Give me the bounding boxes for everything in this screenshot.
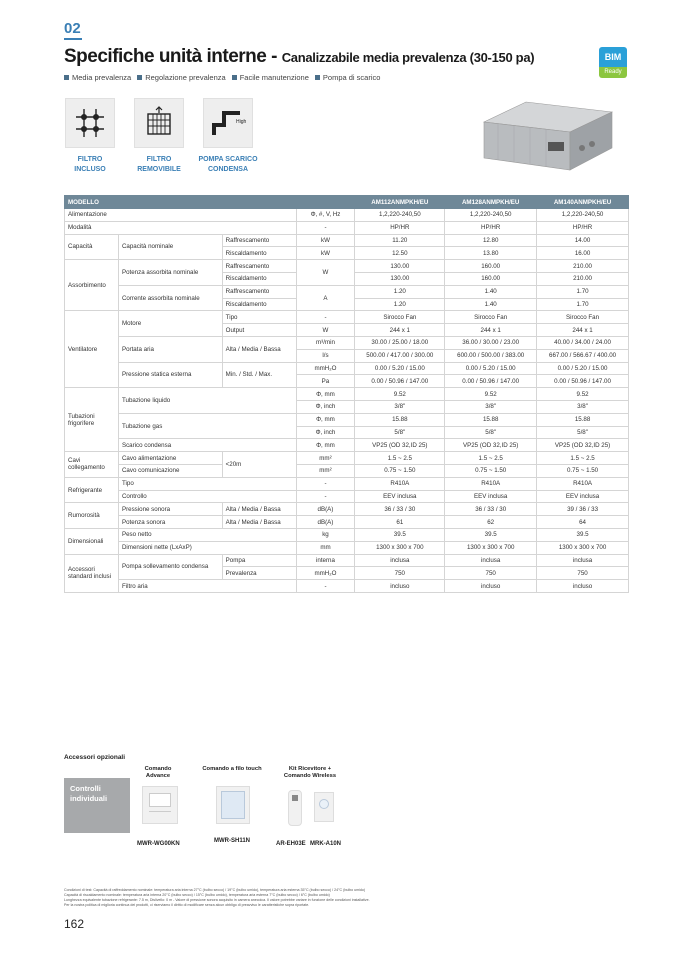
table-cell: 1.70 [537, 298, 629, 311]
feature-icon-filter [64, 98, 116, 175]
bullet-square-icon [64, 75, 69, 80]
table-cell: 1.20 [355, 285, 445, 298]
table-cell: 12.50 [355, 247, 445, 260]
footnote: Per la nostra politica di miglioria continua dei prodotti, ci riserviamo il diritto di modificare senza alcun obbligo di preavviso le caratteristiche sopra riportate. [64, 903, 310, 907]
table-cell: Φ, mm [296, 388, 355, 401]
subgroup-cell: Tubazione liquido [118, 388, 296, 414]
table-cell: Cavo alimentazione [118, 452, 222, 465]
table-cell: - [296, 221, 355, 234]
table-cell: 36.00 / 30.00 / 23.00 [445, 336, 537, 349]
table-cell: 244 x 1 [537, 324, 629, 337]
accessories-side-label: Controlli individuali [64, 778, 130, 833]
table-cell: 30.00 / 25.00 / 18.00 [355, 336, 445, 349]
table-cell: Φ, inch [296, 400, 355, 413]
group-cell: Dimensionali [65, 528, 119, 554]
group-cell: Tubazioni frigorifere [65, 388, 119, 452]
table-cell: Φ, mm [296, 413, 355, 426]
table-cell: 3/8" [445, 400, 537, 413]
table-cell: dB(A) [296, 503, 355, 516]
feature-item [232, 73, 309, 82]
table-cell: 750 [537, 567, 629, 580]
table-row [65, 580, 629, 593]
table-cell: 36 / 33 / 30 [445, 503, 537, 516]
page-title [64, 46, 534, 68]
table-cell: 5/8" [445, 426, 537, 439]
table-cell: EEV inclusa [355, 490, 445, 503]
table-cell: inclusa [445, 554, 537, 567]
feature-item [315, 73, 381, 82]
accessory-name: Comando a filo touch [202, 766, 262, 772]
wireless-receiver-image [288, 790, 302, 826]
table-cell: 1.5 ~ 2.5 [537, 452, 629, 465]
bullet-square-icon [137, 75, 142, 80]
table-cell: 14.00 [537, 234, 629, 247]
group-cell: Cavi collegamento [65, 452, 119, 478]
touch-controller-image [216, 786, 250, 824]
table-cell: incluso [355, 580, 445, 593]
table-cell: 1,2,220-240,50 [445, 209, 537, 222]
table-cell: - [296, 580, 355, 593]
table-cell: Raffrescamento [222, 285, 296, 298]
header-cell: MODELLO [65, 196, 355, 209]
table-cell: 1.5 ~ 2.5 [355, 452, 445, 465]
table-cell: Dimensioni nette (LxAxP) [118, 541, 296, 554]
table-cell: kW [296, 247, 355, 260]
table-cell: 13.80 [445, 247, 537, 260]
table-cell: A [296, 285, 355, 311]
table-cell: mmH₂O [296, 567, 355, 580]
table-cell: 9.52 [537, 388, 629, 401]
table-cell: 39.5 [355, 528, 445, 541]
table-cell: 1.20 [355, 298, 445, 311]
table-cell: mm² [296, 452, 355, 465]
table-cell: Prevalenza [222, 567, 296, 580]
table-cell: 1.70 [537, 285, 629, 298]
table-cell: Alta / Media / Bassa [222, 503, 296, 516]
accessory-name: Kit Ricevitore + Comando Wireless [283, 766, 337, 779]
table-cell: Alimentazione [65, 209, 297, 222]
table-cell: VP25 (OD 32,ID 25) [445, 439, 537, 452]
feature-label: Facile manutenzione [239, 73, 309, 82]
table-cell: 0.00 / 5.20 / 15.00 [445, 362, 537, 375]
table-cell: 61 [355, 516, 445, 529]
footnote: Capacità di riscaldamento nominale: temperatura aria interna 20°C (bulbo secco) / 15°C (bulbo umido), temperatura aria esterna 7°C (bulbo secco) / 6°C (bulbo umido) [64, 893, 330, 897]
table-cell: - [296, 311, 355, 324]
table-cell: 39.5 [537, 528, 629, 541]
table-cell: HP/HR [537, 221, 629, 234]
table-cell: 500.00 / 417.00 / 300.00 [355, 349, 445, 362]
table-row [65, 209, 629, 222]
table-cell: 0.75 ~ 1.50 [355, 464, 445, 477]
table-header-row [65, 196, 629, 209]
table-cell: R410A [355, 477, 445, 490]
table-cell: Sirocco Fan [537, 311, 629, 324]
header-cell: AM112ANMPKH/EU [355, 196, 445, 209]
table-cell: EEV inclusa [445, 490, 537, 503]
table-row [65, 490, 629, 503]
table-cell: R410A [445, 477, 537, 490]
group-cell: Assorbimento [65, 260, 119, 311]
drain-pump-badge: High [236, 119, 246, 125]
table-cell: 9.52 [355, 388, 445, 401]
table-cell: Riscaldamento [222, 247, 296, 260]
table-row [65, 234, 629, 247]
table-row [65, 464, 629, 477]
table-cell: 210.00 [537, 272, 629, 285]
subgroup-cell: Motore [118, 311, 222, 337]
subgroup-cell: Potenza assorbita nominale [118, 260, 222, 286]
table-cell: 64 [537, 516, 629, 529]
table-cell: 5/8" [537, 426, 629, 439]
table-cell: EEV inclusa [537, 490, 629, 503]
table-row [65, 528, 629, 541]
feature-icons [64, 98, 258, 175]
table-row [65, 452, 629, 465]
table-cell: Tipo [118, 477, 296, 490]
table-cell: 0.75 ~ 1.50 [537, 464, 629, 477]
table-cell: 1.40 [445, 298, 537, 311]
footnote: Condizioni di test: Capacità di raffreddamento nominale: temperatura aria interna 27°C (bulbo secco) / 19°C (bulbo umido), temperatura aria esterna 35°C (bulbo secco) / 24°C (bulbo umido) [64, 888, 366, 892]
table-cell: Riscaldamento [222, 272, 296, 285]
feature-list [64, 73, 380, 82]
table-row [65, 336, 629, 349]
accessories-title: Accessori opzionali [64, 754, 126, 761]
table-cell: <20m [222, 452, 296, 478]
accessory-code: AR-EH03E [276, 841, 306, 847]
section-number: 02 [64, 20, 81, 37]
table-cell: 1300 x 300 x 700 [355, 541, 445, 554]
table-cell: Raffrescamento [222, 260, 296, 273]
table-cell: Min. / Std. / Max. [222, 362, 296, 388]
feature-label: Regolazione prevalenza [145, 73, 226, 82]
table-cell: 667.00 / 566.67 / 400.00 [537, 349, 629, 362]
feature-item [137, 73, 225, 82]
table-row [65, 439, 629, 452]
table-row [65, 541, 629, 554]
table-row [65, 554, 629, 567]
table-cell: Φ, inch [296, 426, 355, 439]
table-cell: mm [296, 541, 355, 554]
table-cell: Raffrescamento [222, 234, 296, 247]
table-cell: 5/8" [355, 426, 445, 439]
ducted-unit-image [478, 98, 618, 176]
table-cell: Pressione sonora [118, 503, 222, 516]
table-cell: HP/HR [445, 221, 537, 234]
bullet-square-icon [232, 75, 237, 80]
table-cell: 160.00 [445, 260, 537, 273]
feature-icon-label: FILTRO REMOVIBILE [137, 156, 181, 173]
bim-badge-bottom: Ready [599, 67, 627, 78]
subgroup-cell: Pompa sollevamento condensa [118, 554, 222, 580]
table-cell: kg [296, 528, 355, 541]
table-cell: 0.00 / 50.96 / 147.00 [355, 375, 445, 388]
title-sub: Canalizzabile media prevalenza (30-150 pa) [281, 50, 535, 65]
table-cell: 600.00 / 500.00 / 383.00 [445, 349, 537, 362]
table-cell: kW [296, 234, 355, 247]
drain-pump-icon [203, 98, 253, 148]
bullet-square-icon [315, 75, 320, 80]
table-cell: 15.88 [355, 413, 445, 426]
group-cell: Rumorosità [65, 503, 119, 529]
table-cell: 0.00 / 50.96 / 147.00 [537, 375, 629, 388]
table-row [65, 477, 629, 490]
table-cell: Alta / Media / Bassa [222, 516, 296, 529]
page-number: 162 [64, 917, 85, 931]
table-cell: 16.00 [537, 247, 629, 260]
section-underline [64, 38, 82, 40]
feature-icon-label: POMPA SCARICO CONDENSA [198, 156, 258, 173]
wireless-remote-image [314, 792, 334, 822]
feature-icon-drain-pump [198, 98, 258, 175]
table-cell: 15.88 [537, 413, 629, 426]
table-cell: 130.00 [355, 272, 445, 285]
table-cell: Scarico condensa [118, 439, 296, 452]
group-cell: Refrigerante [65, 477, 119, 503]
table-cell: Cavo comunicazione [118, 464, 222, 477]
subgroup-cell: Capacità nominale [118, 234, 222, 260]
table-row [65, 221, 629, 234]
table-cell: Filtro aria [118, 580, 296, 593]
group-cell: Capacità [65, 234, 119, 260]
table-row [65, 516, 629, 529]
advance-controller-image [142, 786, 178, 824]
table-cell: 0.00 / 5.20 / 15.00 [537, 362, 629, 375]
table-cell: 3/8" [537, 400, 629, 413]
table-cell: 1300 x 300 x 700 [537, 541, 629, 554]
table-cell: 244 x 1 [445, 324, 537, 337]
table-cell: inclusa [537, 554, 629, 567]
table-cell: 244 x 1 [355, 324, 445, 337]
feature-label: Media prevalenza [72, 73, 132, 82]
table-cell: Tipo [222, 311, 296, 324]
table-cell: HP/HR [355, 221, 445, 234]
table-cell: Sirocco Fan [445, 311, 537, 324]
feature-label: Pompa di scarico [322, 73, 381, 82]
table-cell: W [296, 324, 355, 337]
subgroup-cell: Corrente assorbita nominale [118, 285, 222, 311]
table-cell: Pa [296, 375, 355, 388]
table-cell: interna [296, 554, 355, 567]
table-cell: 160.00 [445, 272, 537, 285]
table-cell: W [296, 260, 355, 286]
table-row [65, 413, 629, 426]
table-cell: Φ, #, V, Hz [296, 209, 355, 222]
feature-item [64, 73, 131, 82]
table-cell: Controllo [118, 490, 296, 503]
table-cell: Peso netto [118, 528, 296, 541]
accessory-name: Comando Advance [144, 766, 172, 779]
table-cell: l/s [296, 349, 355, 362]
table-cell: incluso [445, 580, 537, 593]
footnote: Lunghezza equivalente tubazione refrigerante: 7.5 m, Dislivello: 0 m - Valore di pressione sonora acquisito in camera anecoica. Il valore potrebbe variare in funzione delle condizioni installative. [64, 898, 370, 902]
accessory-code: MWR-WG00KN [137, 841, 180, 847]
table-cell: VP25 (OD 32,ID 25) [537, 439, 629, 452]
table-row [65, 388, 629, 401]
subgroup-cell: Tubazione gas [118, 413, 296, 439]
table-cell: 750 [355, 567, 445, 580]
table-row [65, 285, 629, 298]
table-cell: Output [222, 324, 296, 337]
table-cell: incluso [537, 580, 629, 593]
bim-ready-badge [599, 47, 627, 78]
table-cell: 1,2,220-240,50 [537, 209, 629, 222]
subgroup-cell: Pressione statica esterna [118, 362, 222, 388]
table-cell: 40.00 / 34.00 / 24.00 [537, 336, 629, 349]
table-cell: 130.00 [355, 260, 445, 273]
table-cell: 36 / 33 / 30 [355, 503, 445, 516]
table-cell: 15.88 [445, 413, 537, 426]
feature-icon-label: FILTRO INCLUSO [74, 156, 106, 173]
removable-filter-icon [134, 98, 184, 148]
table-cell: 1.5 ~ 2.5 [445, 452, 537, 465]
footnotes [64, 888, 604, 908]
table-cell: inclusa [355, 554, 445, 567]
table-cell: 3/8" [355, 400, 445, 413]
accessory-code: MRK-A10N [310, 841, 342, 847]
table-cell: 9.52 [445, 388, 537, 401]
subgroup-cell: Portata aria [118, 336, 222, 362]
table-cell: 210.00 [537, 260, 629, 273]
table-cell: Alta / Media / Bassa [222, 336, 296, 362]
table-cell: m³/min [296, 336, 355, 349]
table-cell: 39 / 36 / 33 [537, 503, 629, 516]
table-cell: 0.00 / 50.96 / 147.00 [445, 375, 537, 388]
table-cell: Φ, mm [296, 439, 355, 452]
table-cell: 1.40 [445, 285, 537, 298]
feature-icon-removable-filter [133, 98, 185, 175]
group-cell: Ventilatore [65, 311, 119, 388]
table-cell: 750 [445, 567, 537, 580]
header-cell: AM140ANMPKH/EU [537, 196, 629, 209]
table-cell: Riscaldamento [222, 298, 296, 311]
bim-badge-top: BIM [599, 47, 627, 67]
table-cell: mmH₂O [296, 362, 355, 375]
table-row [65, 503, 629, 516]
table-cell: - [296, 477, 355, 490]
table-cell: 12.80 [445, 234, 537, 247]
table-cell: dB(A) [296, 516, 355, 529]
table-cell: VP25 (OD 32,ID 25) [355, 439, 445, 452]
header-cell: AM128ANMPKH/EU [445, 196, 537, 209]
table-cell: Modalità [65, 221, 297, 234]
table-cell: 39.5 [445, 528, 537, 541]
table-row [65, 362, 629, 375]
group-cell: Accessori standard inclusi [65, 554, 119, 592]
table-cell: Sirocco Fan [355, 311, 445, 324]
table-cell: 0.00 / 5.20 / 15.00 [355, 362, 445, 375]
table-cell: 11.20 [355, 234, 445, 247]
filter-grid-icon [65, 98, 115, 148]
table-cell: 0.75 ~ 1.50 [445, 464, 537, 477]
table-cell: 1300 x 300 x 700 [445, 541, 537, 554]
table-cell: 1,2,220-240,50 [355, 209, 445, 222]
table-row [65, 260, 629, 273]
table-cell: R410A [537, 477, 629, 490]
table-cell: Potenza sonora [118, 516, 222, 529]
table-cell: Pompa [222, 554, 296, 567]
spec-table [64, 195, 629, 593]
table-cell: mm² [296, 464, 355, 477]
accessory-code: MWR-SH11N [214, 838, 251, 844]
table-row [65, 311, 629, 324]
table-cell: - [296, 490, 355, 503]
title-main: Specifiche unità interne - [64, 46, 282, 67]
table-cell: 62 [445, 516, 537, 529]
